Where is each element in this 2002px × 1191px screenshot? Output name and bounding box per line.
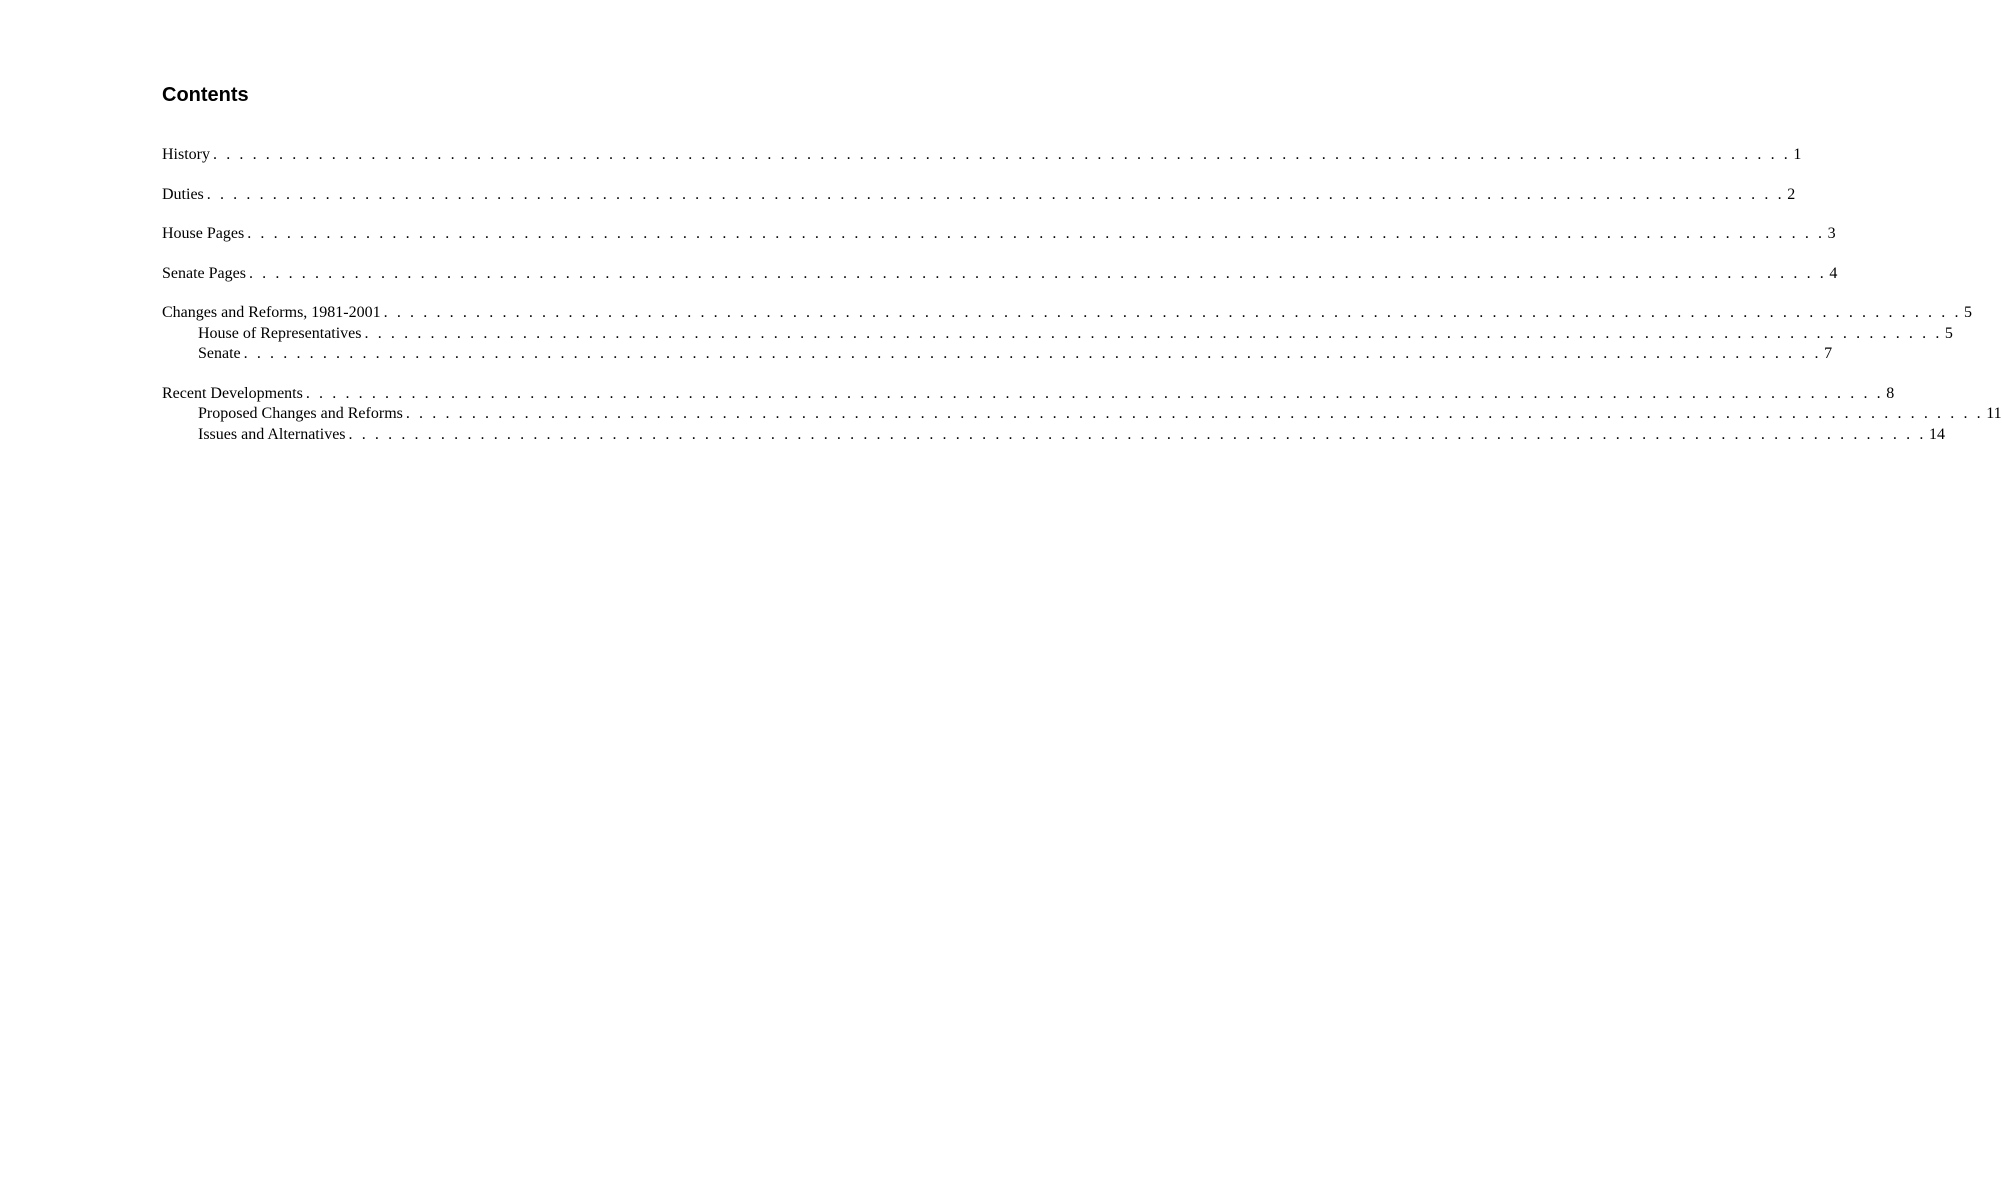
toc-entry-title: History — [162, 146, 210, 163]
dot-leader: . . . . . . . . . . . . . . . . . . . . . . . . . . . . . . . . . . . . . . . . . . . . . . . . . . . . . . . . . . . . . . . . . . . . . . . . . . . . . . . . . . . . . . . . . . . . . . . . . . . . . . . . . . . . . . . . . . . . . . . . — [213, 146, 1791, 163]
toc-group — [162, 185, 1796, 206]
toc-entry-title: House Pages — [162, 225, 245, 242]
toc-entry-title: Senate Pages — [162, 264, 246, 282]
table-of-contents — [162, 145, 2002, 464]
toc-entry-page-number: 4 — [1829, 264, 1838, 282]
toc-group — [162, 224, 1836, 245]
dot-leader: . . . . . . . . . . . . . . . . . . . . . . . . . . . . . . . . . . . . . . . . . . . . . . . . . . . . . . . . . . . . . . . . . . . . . . . . . . . . . . . . . . . . . . . . . . . . . . . . . . . . . . . . . . . . . . . . . . . . . . . . — [305, 384, 1884, 402]
dot-leader: . . . . . . . . . . . . . . . . . . . . . . . . . . . . . . . . . . . . . . . . . . . . . . . . . . . . . . . . . . . . . . . . . . . . . . . . . . . . . . . . . . . . . . . . . . . . . . . . . . . . . . . . . . . . . . . . . . . . . . . . — [348, 425, 1926, 443]
toc-entry[interactable] — [162, 264, 1838, 285]
toc-subentry[interactable] — [162, 425, 1945, 446]
toc-entry-title: Proposed Changes and Reforms — [198, 405, 403, 422]
dot-leader: . . . . . . . . . . . . . . . . . . . . . . . . . . . . . . . . . . . . . . . . . . . . . . . . . . . . . . . . . . . . . . . . . . . . . . . . . . . . . . . . . . . . . . . . . . . . . . . . . . . . . . . . . . . . . . . . . . . . . . . . — [206, 185, 1785, 203]
dot-leader: . . . . . . . . . . . . . . . . . . . . . . . . . . . . . . . . . . . . . . . . . . . . . . . . . . . . . . . . . . . . . . . . . . . . . . . . . . . . . . . . . . . . . . . . . . . . . . . . . . . . . . . . . . . . . . . . . . . . . . . . — [405, 405, 1984, 422]
toc-group — [162, 264, 1838, 285]
dot-leader: . . . . . . . . . . . . . . . . . . . . . . . . . . . . . . . . . . . . . . . . . . . . . . . . . . . . . . . . . . . . . . . . . . . . . . . . . . . . . . . . . . . . . . . . . . . . . . . . . . . . . . . . . . . . . . . . . . . . . . . . — [383, 304, 1962, 321]
toc-entry-page-number: 14 — [1928, 425, 1945, 443]
toc-group — [162, 384, 2002, 446]
toc-entry-page-number: 11 — [1986, 405, 2002, 422]
dot-leader: . . . . . . . . . . . . . . . . . . . . . . . . . . . . . . . . . . . . . . . . . . . . . . . . . . . . . . . . . . . . . . . . . . . . . . . . . . . . . . . . . . . . . . . . . . . . . . . . . . . . . . . . . . . . . . . . . . . . . . . . — [247, 225, 1825, 242]
toc-group — [162, 145, 1802, 166]
toc-entry-title: Changes and Reforms, 1981-2001 — [162, 304, 381, 321]
toc-entry-page-number: 8 — [1886, 384, 1895, 402]
toc-entry[interactable] — [162, 303, 1973, 324]
toc-entry-page-number: 3 — [1827, 225, 1836, 242]
dot-leader: . . . . . . . . . . . . . . . . . . . . . . . . . . . . . . . . . . . . . . . . . . . . . . . . . . . . . . . . . . . . . . . . . . . . . . . . . . . . . . . . . . . . . . . . . . . . . . . . . . . . . . . . . . . . . . . . . . . . . . . . — [243, 345, 1822, 362]
toc-entry-page-number: 5 — [1944, 324, 1953, 342]
dot-leader: . . . . . . . . . . . . . . . . . . . . . . . . . . . . . . . . . . . . . . . . . . . . . . . . . . . . . . . . . . . . . . . . . . . . . . . . . . . . . . . . . . . . . . . . . . . . . . . . . . . . . . . . . . . . . . . . . . . . . . . . — [248, 264, 1827, 282]
toc-entry-title: House of Representatives — [198, 324, 362, 342]
toc-entry[interactable] — [162, 384, 1895, 405]
toc-entry-page-number: 7 — [1824, 345, 1833, 362]
toc-entry-page-number: 5 — [1964, 304, 1973, 321]
toc-entry-page-number: 1 — [1793, 146, 1802, 163]
dot-leader: . . . . . . . . . . . . . . . . . . . . . . . . . . . . . . . . . . . . . . . . . . . . . . . . . . . . . . . . . . . . . . . . . . . . . . . . . . . . . . . . . . . . . . . . . . . . . . . . . . . . . . . . . . . . . . . . . . . . . . . . — [364, 324, 1942, 342]
toc-entry[interactable] — [162, 145, 1802, 166]
toc-entry[interactable] — [162, 224, 1836, 245]
toc-entry-title: Recent Developments — [162, 384, 303, 402]
toc-entry-page-number: 2 — [1787, 185, 1796, 203]
toc-entry-title: Issues and Alternatives — [198, 425, 346, 443]
toc-group — [162, 303, 1973, 365]
toc-entry-title: Senate — [198, 345, 241, 362]
toc-entry[interactable] — [162, 185, 1796, 206]
page-title: Contents — [162, 84, 249, 106]
toc-subentry[interactable] — [162, 324, 1953, 345]
toc-entry-title: Duties — [162, 185, 204, 203]
toc-subentry[interactable] — [162, 404, 2002, 425]
toc-subentry[interactable] — [162, 344, 1833, 365]
